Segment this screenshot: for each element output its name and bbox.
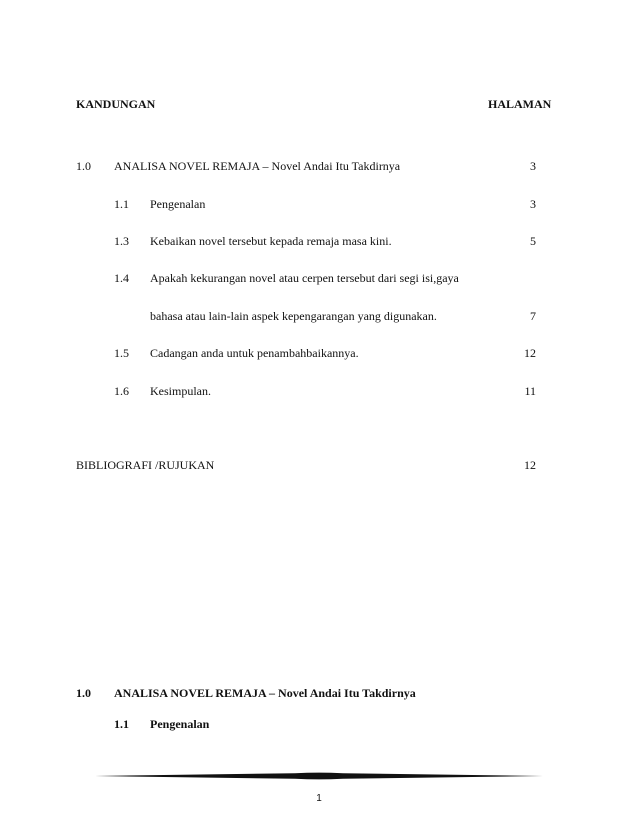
toc-entry-title: Kebaikan novel tersebut kepada remaja masa kini. <box>150 234 392 248</box>
toc-heading: KANDUNGAN <box>76 97 156 111</box>
toc-entry-number: 1.6 <box>114 384 129 398</box>
toc-entry-page: 12 <box>524 346 536 360</box>
bibliography-title: BIBLIOGRAFI /RUJUKAN <box>76 458 215 472</box>
toc-entry-title: Cadangan anda untuk penambahbaikannya. <box>150 346 359 360</box>
subsection-title: Pengenalan <box>150 717 210 731</box>
page-number: 1 <box>316 793 322 804</box>
section-title: ANALISA NOVEL REMAJA – Novel Andai Itu Takdirnya <box>114 686 416 700</box>
subsection-number: 1.1 <box>114 717 129 731</box>
section-number: 1.0 <box>76 686 91 700</box>
toc-entry-page: 7 <box>530 309 536 323</box>
toc-entry-page: 11 <box>524 384 536 398</box>
toc-entry-title: Apakah kekurangan novel atau cerpen tersebut dari segi isi,gaya <box>150 271 459 285</box>
toc-entry-title: ANALISA NOVEL REMAJA – Novel Andai Itu Takdirnya <box>114 159 401 173</box>
toc-entry-number: 1.1 <box>114 197 129 211</box>
toc-entry-number: 1.3 <box>114 234 129 248</box>
toc-entry-number: 1.0 <box>76 159 91 173</box>
toc-entry-title: bahasa atau lain-lain aspek kepengarangan yang digunakan. <box>150 309 437 323</box>
footer-divider <box>95 770 543 782</box>
toc-entry-title: Kesimpulan. <box>150 384 211 398</box>
toc-entry-title: Pengenalan <box>150 197 206 211</box>
bibliography-page: 12 <box>524 458 536 472</box>
toc-entry-page: 3 <box>530 159 536 173</box>
page-column-heading: HALAMAN <box>488 97 552 111</box>
toc-entry-number: 1.5 <box>114 346 129 360</box>
toc-entry-page: 5 <box>530 234 536 248</box>
toc-entry-page: 3 <box>530 197 536 211</box>
toc-entry-number: 1.4 <box>114 271 129 285</box>
